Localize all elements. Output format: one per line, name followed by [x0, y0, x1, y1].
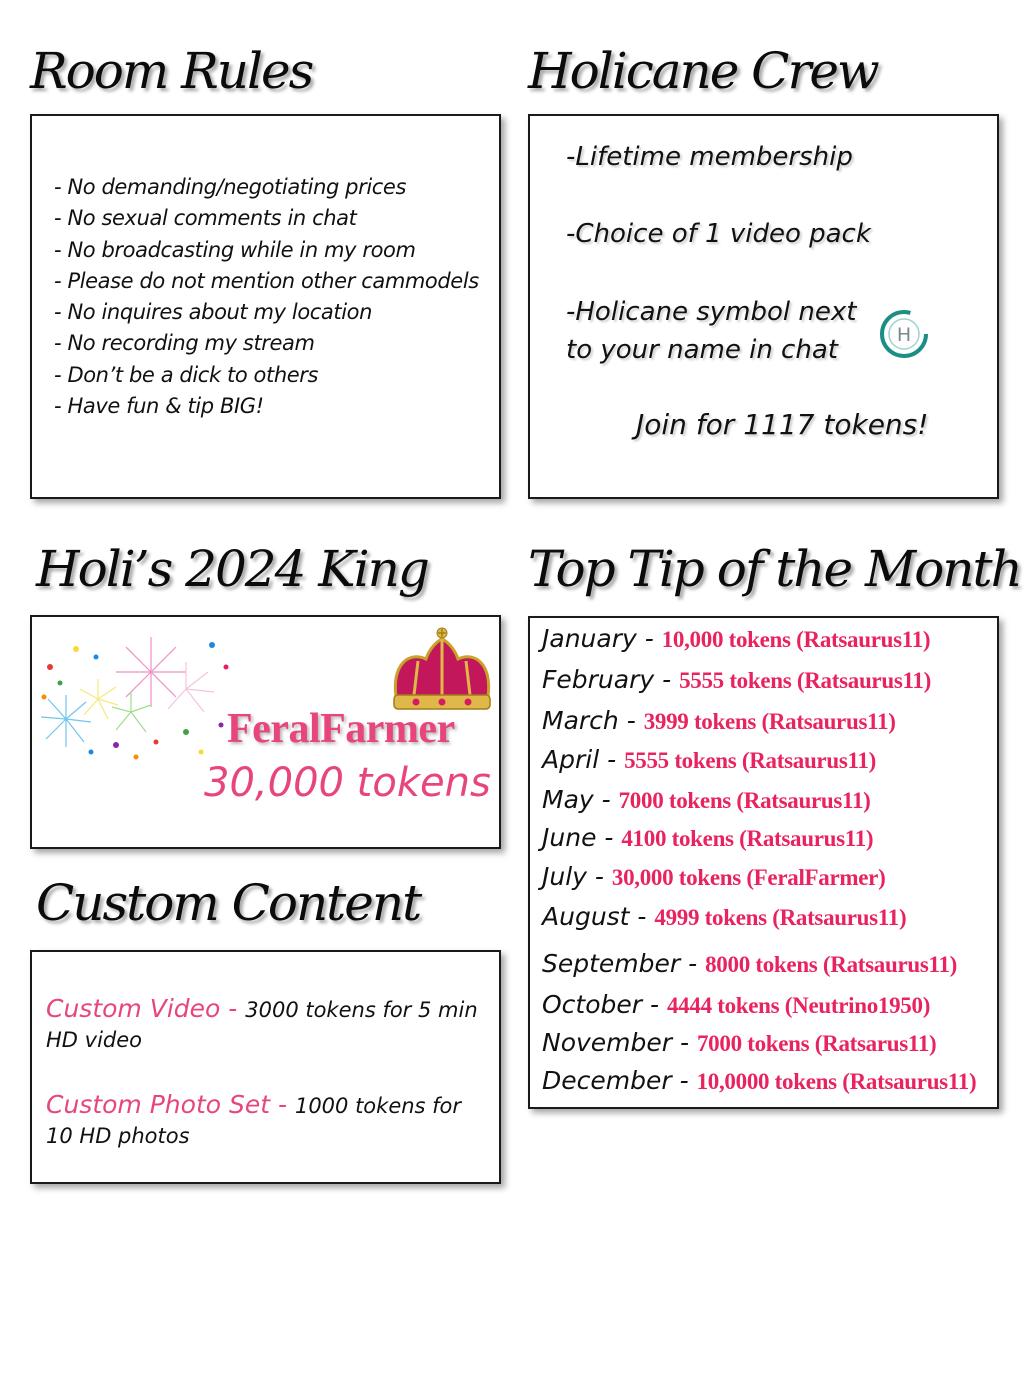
custom-video-text: [46, 994, 486, 1055]
tip-row: [542, 823, 873, 852]
tip-value: 30,000 tokens (FeralFarmer): [611, 865, 886, 890]
tip-month: May -: [542, 785, 619, 814]
tip-value: 7000 tokens (Ratsarus11): [696, 1031, 937, 1056]
rule-item: - No demanding/negotiating prices: [54, 175, 406, 199]
tip-month: August -: [542, 902, 655, 931]
tip-row: [542, 785, 871, 814]
tip-row: [542, 706, 896, 735]
top-tip-box: [528, 616, 999, 1109]
rule-item: - Have fun & tip BIG!: [54, 394, 264, 419]
room-rules-list: [54, 172, 479, 422]
rule-item: - No recording my stream: [54, 331, 315, 356]
holicane-symbol-icon: [877, 307, 931, 361]
tip-month: April -: [542, 745, 625, 774]
custom-photo-desc: 1000 tokens for 10 HD photos: [46, 1094, 462, 1148]
fireworks-icon: [36, 627, 236, 767]
tip-value: 10,000 tokens (Ratsaurus11): [661, 627, 931, 652]
tip-row: [542, 1028, 936, 1057]
rule-item: - Please do not mention other cammodels: [54, 268, 479, 293]
rule-item: - Don’t be a dick to others: [54, 362, 319, 387]
crew-box: [528, 114, 999, 499]
tip-month: December -: [542, 1066, 697, 1095]
custom-content-heading: Custom Content: [36, 874, 421, 932]
custom-video-desc: 3000 tokens for 5 min HD video: [46, 998, 478, 1052]
tip-value: 4999 tokens (Ratsaurus11): [654, 905, 907, 930]
tip-row: [542, 624, 930, 653]
tip-value: 3999 tokens (Ratsaurus11): [643, 709, 896, 734]
tip-row: [542, 665, 931, 694]
custom-video-label: Custom Video -: [46, 994, 246, 1023]
tip-month: February -: [542, 665, 680, 694]
rule-item: - No broadcasting while in my room: [54, 237, 416, 262]
tip-row: [542, 745, 876, 774]
top-tip-heading: Top Tip of the Month: [528, 540, 1021, 598]
crew-benefit-membership: -Lifetime membership: [566, 142, 853, 172]
symbol-letter: H: [896, 324, 912, 346]
custom-photo-text: [46, 1090, 486, 1151]
tip-month: March -: [542, 706, 644, 735]
crew-heading: Holicane Crew: [528, 42, 878, 100]
tip-row: [542, 990, 930, 1019]
tip-month: September -: [542, 949, 706, 978]
custom-content-box: [30, 950, 501, 1184]
tip-month: June -: [542, 823, 622, 852]
king-box: [30, 615, 501, 849]
tip-month: October -: [542, 990, 667, 1019]
king-tokens: 30,000 tokens: [204, 760, 491, 806]
crew-benefit-video-pack: -Choice of 1 video pack: [566, 219, 871, 249]
tip-value: 5555 tokens (Ratsaurus11): [624, 748, 876, 773]
tip-row: [542, 1066, 976, 1095]
tip-value: 7000 tokens (Ratsaurus11): [618, 788, 871, 813]
tip-month: November -: [542, 1028, 697, 1057]
rule-item: - No sexual comments in chat: [54, 206, 357, 231]
tip-value: 8000 tokens (Ratsaurus11): [705, 952, 958, 977]
tip-row: [542, 949, 957, 978]
crew-benefit-symbol: -Holicane symbol next: [566, 297, 857, 327]
tip-value: 10,0000 tokens (Ratsaurus11): [696, 1069, 977, 1094]
tip-month: January -: [542, 624, 662, 653]
tip-month: July -: [542, 862, 612, 891]
tip-value: 5555 tokens (Ratsaurus11): [679, 668, 931, 693]
crew-join-text: Join for 1117 tokens!: [636, 408, 929, 441]
tip-row: [542, 902, 906, 931]
rule-item: - No inquires about my location: [54, 300, 373, 325]
tip-row: [542, 862, 885, 891]
custom-photo-label: Custom Photo Set -: [46, 1090, 295, 1119]
king-name: FeralFarmer: [227, 706, 455, 752]
room-rules-heading: Room Rules: [30, 42, 313, 100]
crew-benefit-symbol-cont: to your name in chat: [566, 335, 838, 365]
king-heading: Holi’s 2024 King: [36, 540, 428, 598]
room-rules-box: [30, 114, 501, 499]
tip-value: 4100 tokens (Ratsaurus11): [621, 826, 874, 851]
tip-value: 4444 tokens (Neutrino1950): [666, 993, 931, 1018]
